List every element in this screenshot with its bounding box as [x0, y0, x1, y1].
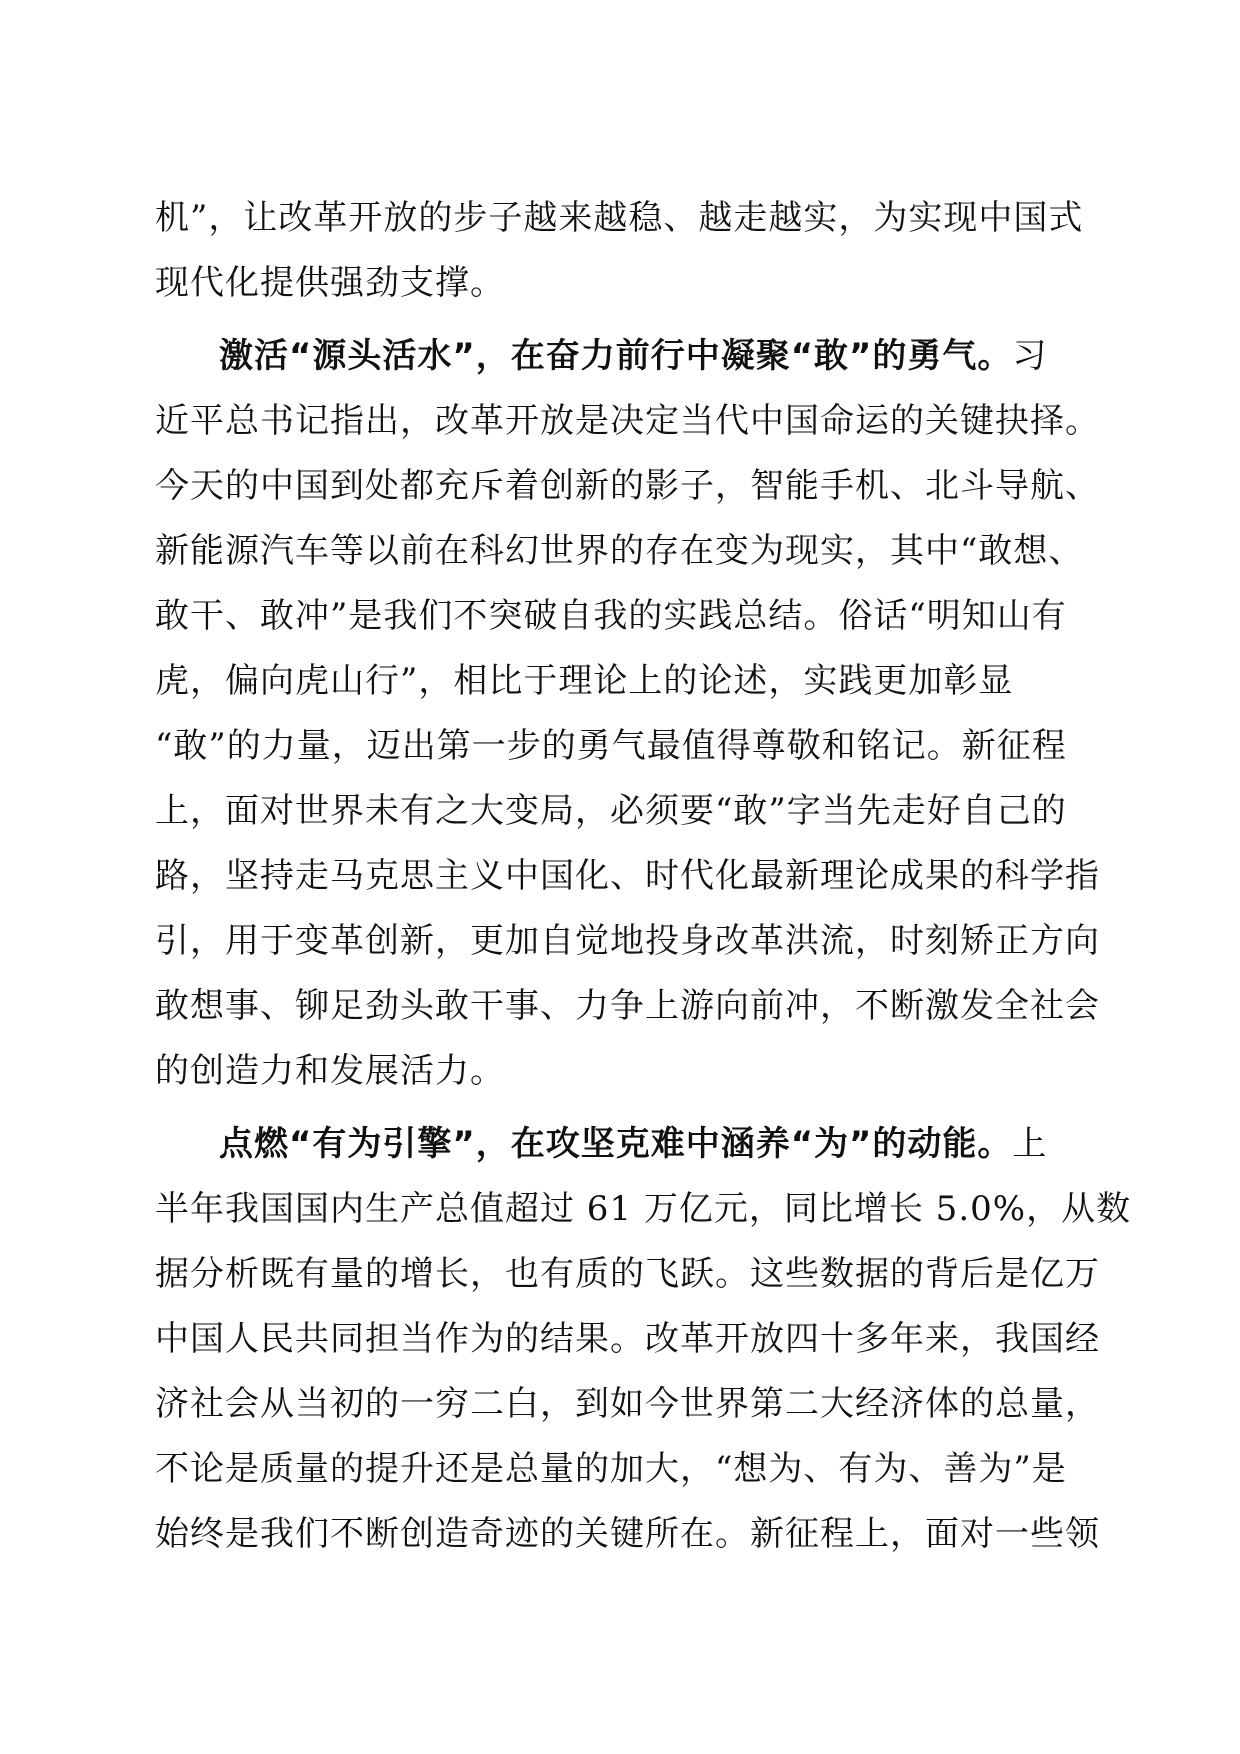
text-line: 虎，偏向虎山行”，相比于理论上的论述，实践更加彰显: [155, 661, 1014, 701]
text-line: 上，面对世界未有之大变局，必须要“敢”字当先走好自己的: [155, 791, 1067, 831]
text-line: 的创造力和发展活力。: [155, 1051, 505, 1091]
text-line: 始终是我们不断创造奇迹的关键所在。新征程上，面对一些领: [155, 1514, 1100, 1554]
paragraph-continuation: [155, 186, 1084, 316]
text-line: 据分析既有量的增长，也有质的飞跃。这些数据的背后是亿万: [155, 1254, 1100, 1294]
text-line: 近平总书记指出，改革开放是决定当代中国命运的关键抉择。: [155, 401, 1100, 441]
text-line: 现代化提供强劲支撑。: [155, 263, 505, 303]
text-line: 引，用于变革创新，更加自觉地投身改革洪流，时刻矫正方向: [155, 921, 1100, 961]
paragraph-first-line-rest: 习: [1012, 336, 1048, 376]
text-line: 半年我国国内生产总值超过 61 万亿元，同比增长 5.0%，从数: [155, 1189, 1132, 1229]
text-line: 敢想事、铆足劲头敢干事、力争上游向前冲，不断激发全社会: [155, 986, 1100, 1026]
text-line: “敢”的力量，迈出第一步的勇气最值得尊敬和铭记。新征程: [155, 726, 1067, 766]
text-line: 今天的中国到处都充斥着创新的影子，智能手机、北斗导航、: [155, 466, 1100, 506]
paragraph-first-line: [155, 1112, 1055, 1177]
text-line: 敢干、敢冲”是我们不突破自我的实践总结。俗话“明知山有: [155, 596, 1067, 636]
text-line: 不论是质量的提升还是总量的加大，“想为、有为、善为”是: [155, 1449, 1067, 1489]
paragraph-lead-heading: 激活“源头活水”，在奋力前行中凝聚“敢”的勇气。: [219, 336, 1013, 376]
text-line: 中国人民共同担当作为的结果。改革开放四十多年来，我国经: [155, 1319, 1100, 1359]
document-body: [155, 186, 1132, 1567]
paragraph-momentum: [155, 1112, 1132, 1567]
text-line: 路，坚持走马克思主义中国化、时代化最新理论成果的科学指: [155, 856, 1100, 896]
paragraph-first-line-rest: 上: [1012, 1124, 1048, 1164]
paragraph-first-line: [155, 324, 1055, 389]
text-line: 济社会从当初的一穷二白，到如今世界第二大经济体的总量，: [155, 1384, 1100, 1424]
paragraph-courage: [155, 324, 1100, 1104]
text-line: 新能源汽车等以前在科幻世界的存在变为现实，其中“敢想、: [155, 531, 1084, 571]
text-line: 机”，让改革开放的步子越来越稳、越走越实，为实现中国式: [155, 198, 1084, 238]
paragraph-lead-heading: 点燃“有为引擎”，在攻坚克难中涵养“为”的动能。: [219, 1124, 1013, 1164]
